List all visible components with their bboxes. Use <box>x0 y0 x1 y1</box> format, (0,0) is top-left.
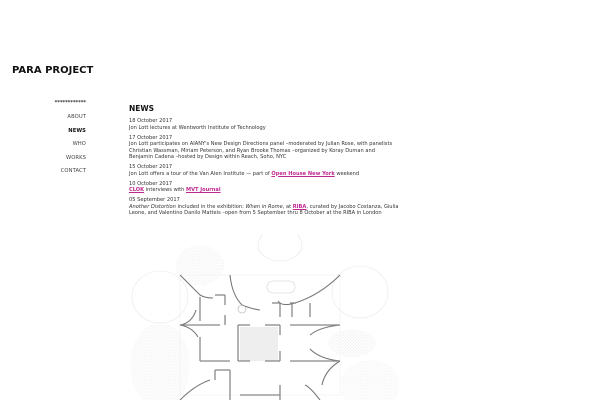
news-text: Jon Lott participates on AIANY's New Design Directions panel –moderated by Julian Rose, with panelists Christian Wassman, Miriam Peterson, and Ryan Brooke Thomas –organized by Koray Duman and Benjamin Cadena –hosted by Design within Reach, Soho, NYC <box>129 141 393 160</box>
nav-decoration: ************ <box>54 100 86 106</box>
news-date: 05 September 2017 <box>129 197 180 203</box>
page-title: NEWS <box>129 104 155 113</box>
clok-link[interactable]: CLOK <box>129 187 145 193</box>
site-title[interactable]: PARA PROJECT <box>12 65 94 76</box>
news-text: weekend <box>334 170 360 177</box>
news-item <box>129 197 399 217</box>
news-item <box>129 118 399 131</box>
news-item <box>129 135 399 161</box>
main-nav <box>55 100 86 182</box>
nav-item-news[interactable]: NEWS <box>68 127 86 134</box>
news-date: 10 October 2017 <box>129 180 173 187</box>
nav-item-who[interactable]: WHO <box>72 141 86 148</box>
news-italic: When in Rome <box>245 203 283 210</box>
nav-item-about[interactable]: ABOUT <box>67 114 86 120</box>
news-item <box>129 181 399 194</box>
news-date: 17 October 2017 <box>129 134 173 141</box>
news-text: Jon Lott offers a tour of the Van Alen Institute — part of <box>129 170 272 177</box>
nav-item-works[interactable]: WORKS <box>65 154 86 161</box>
open-house-new-york-link[interactable]: Open House New York <box>271 170 335 177</box>
nav-item-contact[interactable]: CONTACT <box>60 168 86 175</box>
mvt-journal-link[interactable]: MVT Journal <box>186 187 221 193</box>
floor-plan-image <box>120 235 420 400</box>
news-italic: Another Distortion <box>129 203 176 210</box>
news-text: included in the exhibition: <box>175 203 246 210</box>
news-content <box>129 104 399 220</box>
news-text: , at <box>282 203 293 210</box>
news-item <box>129 164 399 177</box>
news-text: interviews with <box>144 187 187 193</box>
news-date: 15 October 2017 <box>129 164 173 170</box>
news-text: , curated by Jacobo Costanza, Giulia Leone, and Valentino Danilo Matteis –open from 5 September thru 8 October at the RIBA in London <box>129 203 399 216</box>
news-text: Jon Lott lectures at Wentworth Institute of Technology <box>129 124 266 131</box>
riba-link[interactable]: RIBA <box>292 203 307 210</box>
news-date: 18 October 2017 <box>129 118 173 124</box>
